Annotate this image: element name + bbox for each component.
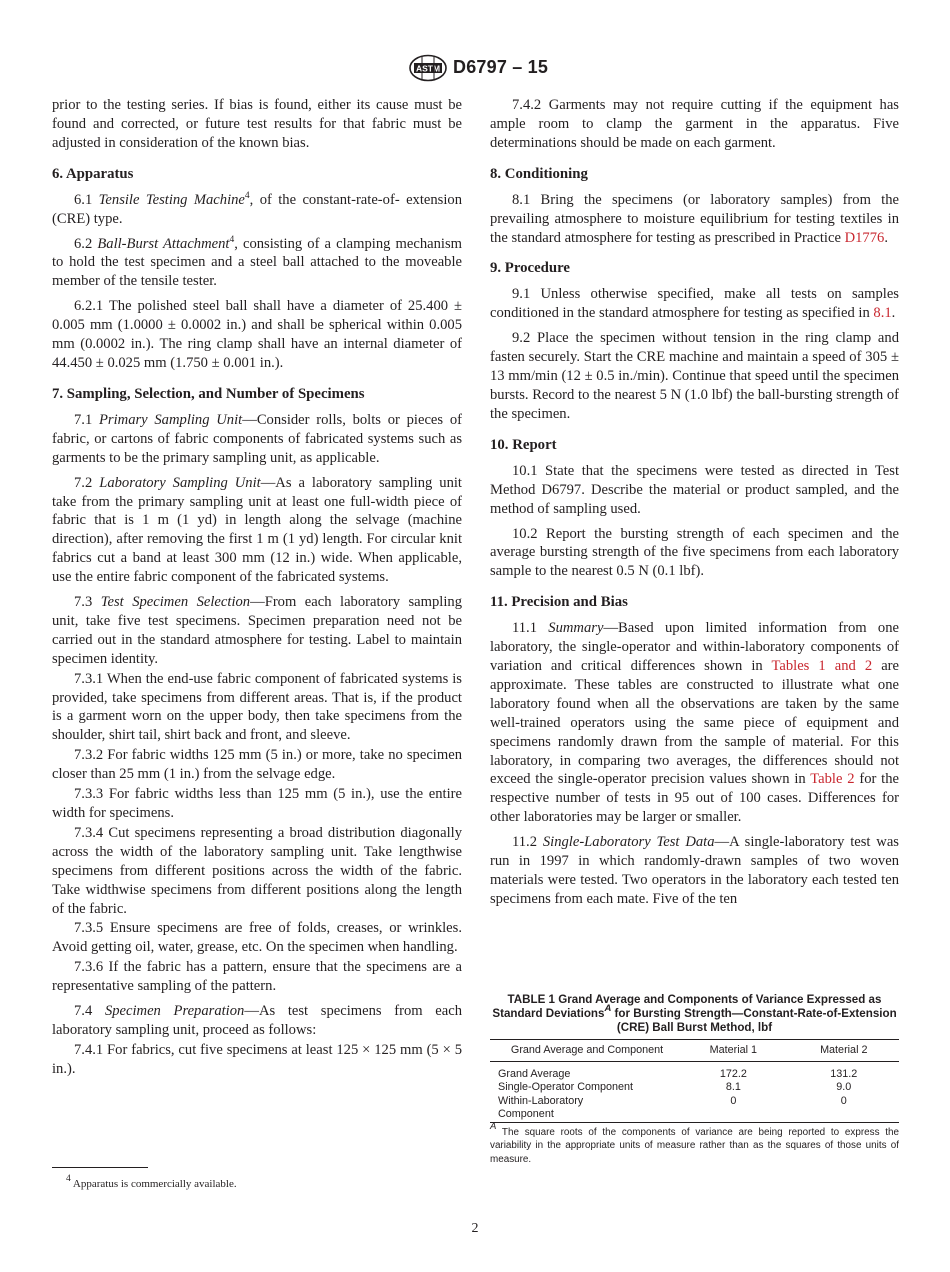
header-material-2: Material 2 <box>820 1043 868 1056</box>
paragraph-6-1: 6.1 Tensile Testing Machine$^4$, of the constant-rate-of- extension (CRE) type. <box>52 190 462 227</box>
section-11-heading: 11. Precision and Bias <box>490 594 628 611</box>
table-1-footnote: $^A$ The square roots of the components of variance are being reported to express the variability in the appropriate units of measure rather than as the squares of those units of measure. <box>490 1120 899 1165</box>
cell-material-2: 9.0 <box>836 1081 852 1094</box>
paragraph-7-4: 7.4 Specimen Preparation—As test specimens from each laboratory sampling unit, proceed as follows: <box>52 1003 463 1038</box>
reference-8-1-link[interactable]: 8.1 <box>873 305 892 322</box>
paragraph-10-1: 10.1 State that the specimens were tested as directed in Test Method D6797. Describe the material or product sampled, and the method of sampling used. <box>490 462 899 517</box>
paragraph-7-3-2: 7.3.2 For fabric widths 125 mm (5 in.) or more, take no specimen closer than 25 mm (1 in.) from the selvage edge. <box>52 747 462 783</box>
paragraph-9-2: 9.2 Place the specimen without tension in the ring clamp and fasten securely. Start the CRE machine and maintain a speed of 305 ± 13 mm/min (12 ± 0.5 in./min). Continue that speed until the specimen bursts. Record to the nearest 5 N (1.0 lbf) the ball-bursting strength of the specimen. <box>490 330 899 422</box>
footnote-divider <box>52 1167 148 1168</box>
reference-d1776-link[interactable]: D1776 <box>844 229 885 246</box>
section-8-heading: 8. Conditioning <box>490 165 588 182</box>
page-header <box>0 52 950 86</box>
paragraph-7-3-4: 7.3.4 Cut specimens representing a broad distribution diagonally across the width of the laboratory sampling unit. Take lengthwise specimens from different positions across the width of the fabric. Take widthwise specimens from different positions along the length of the fabric. <box>52 824 462 917</box>
paragraph-10-2: 10.2 Report the bursting strength of each specimen and the average bursting strength of the five specimens from each laboratory sample to the nearest 0.5 N (0.1 lbf). <box>490 525 899 580</box>
table-1 <box>490 993 899 1166</box>
row-label: Grand Average <box>498 1068 571 1081</box>
astm-logo-icon <box>408 54 448 82</box>
reference-tables-1-2-link[interactable]: Tables 1 and 2 <box>771 658 873 675</box>
paragraph-7-3-3: 7.3.3 For fabric widths less than 125 mm (5 in.), use the entire width for specimens. <box>52 786 462 821</box>
paragraph-7-4-2: 7.4.2 Garments may not require cutting if the equipment has ample room to clamp the garment in the apparatus. Five determinations should be made on each garment. <box>490 97 899 151</box>
table-row <box>490 1095 899 1122</box>
cell-material-2: 0 <box>840 1094 847 1107</box>
astm-logo-text: ASTM <box>415 63 441 74</box>
paragraph-8-1: 8.1 Bring the specimens (or laboratory samples) from the prevailing atmosphere to moisture equilibrium for testing textiles in the standard atmosphere for testing as prescribed in Practice D1776. <box>490 191 899 246</box>
paragraph-11-2: 11.2 Single-Laboratory Test Data—A single-laboratory test was run in 1997 in which randomly-drawn samples of two woven materials were tested. Two operators in the laboratory each tested ten specimens from each mate. Five of the ten <box>490 834 899 907</box>
header-component: Grand Average and Component <box>510 1043 664 1056</box>
cell-material-1: 172.2 <box>719 1068 747 1081</box>
footnote-4: $^4$ Apparatus is commercially available. <box>66 1174 237 1190</box>
paragraph-intro: prior to the testing series. If bias is found, either its cause must be found and corrected, or future test results for that fabric must be adjusted in consideration of the known bias. <box>52 97 462 151</box>
document-id: D6797 – 15 <box>453 57 549 77</box>
row-label: Within-Laboratory Component <box>498 1094 584 1121</box>
table-row <box>490 1062 899 1082</box>
left-column <box>52 96 462 1085</box>
page-number: 2 <box>471 1221 479 1236</box>
section-9-heading: 9. Procedure <box>490 260 570 277</box>
paragraph-7-3-1: 7.3.1 When the end-use fabric component of fabricated systems is provided, take specimens from different areas. That is, if the product is a garment worn on the upper body, then take specimens from the shoulder, shirt tail, shirt back and front, and sleeve. <box>52 670 462 744</box>
right-column <box>490 96 899 915</box>
table-1-caption: TABLE 1 Grand Average and Components of Variance Expressed as Standard Deviations$^A$ for Bursting Strength—Constant-Rate-of-Extension (CRE) Ball Burst Method, lbf <box>492 993 897 1035</box>
table-row <box>490 1081 899 1094</box>
paragraph-6-2: 6.2 Ball-Burst Attachment$^4$, consisting of a clamping mechanism to hold the test specimen and a steel ball attached to the moveable member of the tensile tester. <box>52 234 463 290</box>
table-1-grid <box>490 1039 899 1123</box>
section-6-heading: 6. Apparatus <box>52 165 134 182</box>
paragraph-7-3-6: 7.3.6 If the fabric has a pattern, ensure that the specimens are a representative sampling of the pattern. <box>52 959 462 995</box>
paragraph-6-2-1: 6.2.1 The polished steel ball shall have a diameter of 25.400 ± 0.005 mm (1.0000 ± 0.0002 in.) and shall be spherical within 0.005 mm (0.0002 in.). The ring clamp shall have an internal diameter of 44.450 ± 0.025 mm (1.750 ± 0.001 in.). <box>52 298 462 371</box>
paragraph-7-1: 7.1 Primary Sampling Unit—Consider rolls, bolts or pieces of fabric, or cartons of fabric components of fabricated systems such as garments to be the primary sampling unit, as applicable. <box>52 411 462 466</box>
section-7-heading: 7. Sampling, Selection, and Number of Specimens <box>52 385 365 402</box>
paragraph-7-2: 7.2 Laboratory Sampling Unit—As a laboratory sampling unit take from the primary sampling unit at least one full-width piece of fabric that is 1 m (1 yd) in length along the selvage (machine direction), after removing the first 1 m (1 yd) length. For circular knit fabrics cut a band at least 300 mm (12 in.) wide. When applicable, use the entire fabric component of the fabricated systems. <box>52 474 462 586</box>
header-material-1: Material 1 <box>709 1043 758 1056</box>
paragraph-9-1: 9.1 Unless otherwise specified, make all tests on samples conditioned in the standard atmosphere for testing as specified in 8.1. <box>490 286 899 322</box>
cell-material-1: 0 <box>730 1094 737 1107</box>
paragraph-7-4-1: 7.4.1 For fabrics, cut five specimens at least 125 × 125 mm (5 × 5 in.). <box>52 1041 462 1077</box>
section-10-heading: 10. Report <box>490 436 557 453</box>
row-label: Single-Operator Component <box>498 1081 634 1094</box>
cell-material-2: 131.2 <box>830 1068 858 1081</box>
paragraph-7-3-5: 7.3.5 Ensure specimens are free of folds, creases, or wrinkles. Avoid getting oil, water, grease, etc. On the specimen when handling. <box>52 920 462 956</box>
paragraph-11-1: 11.1 Summary—Based upon limited information from one laboratory, the single-operator and within-laboratory components of variation and critical differences shown in Tables 1 and 2 are approximate. These tables are constructed to illustrate what one laboratory found when all the observations are taken by the same well-trained operators using the same piece of equipment and specimens randomly drawn from the sample of material. For this laboratory, in comparing two averages, the differences should not exceed the single-operator precision values shown in Table 2 for the respective number of tests in 95 out of 100 cases. Differences for other laboratories may be larger or smaller. <box>490 620 900 826</box>
paragraph-7-3: 7.3 Test Specimen Selection—From each laboratory sampling unit, take five test specimens. Specimen preparation need not be carried out in the standard atmosphere for testing. Label to maintain specimen identity. <box>52 594 462 667</box>
table-header-row <box>490 1039 899 1061</box>
reference-table-2-link[interactable]: Table 2 <box>810 771 855 788</box>
cell-material-1: 8.1 <box>725 1081 741 1094</box>
